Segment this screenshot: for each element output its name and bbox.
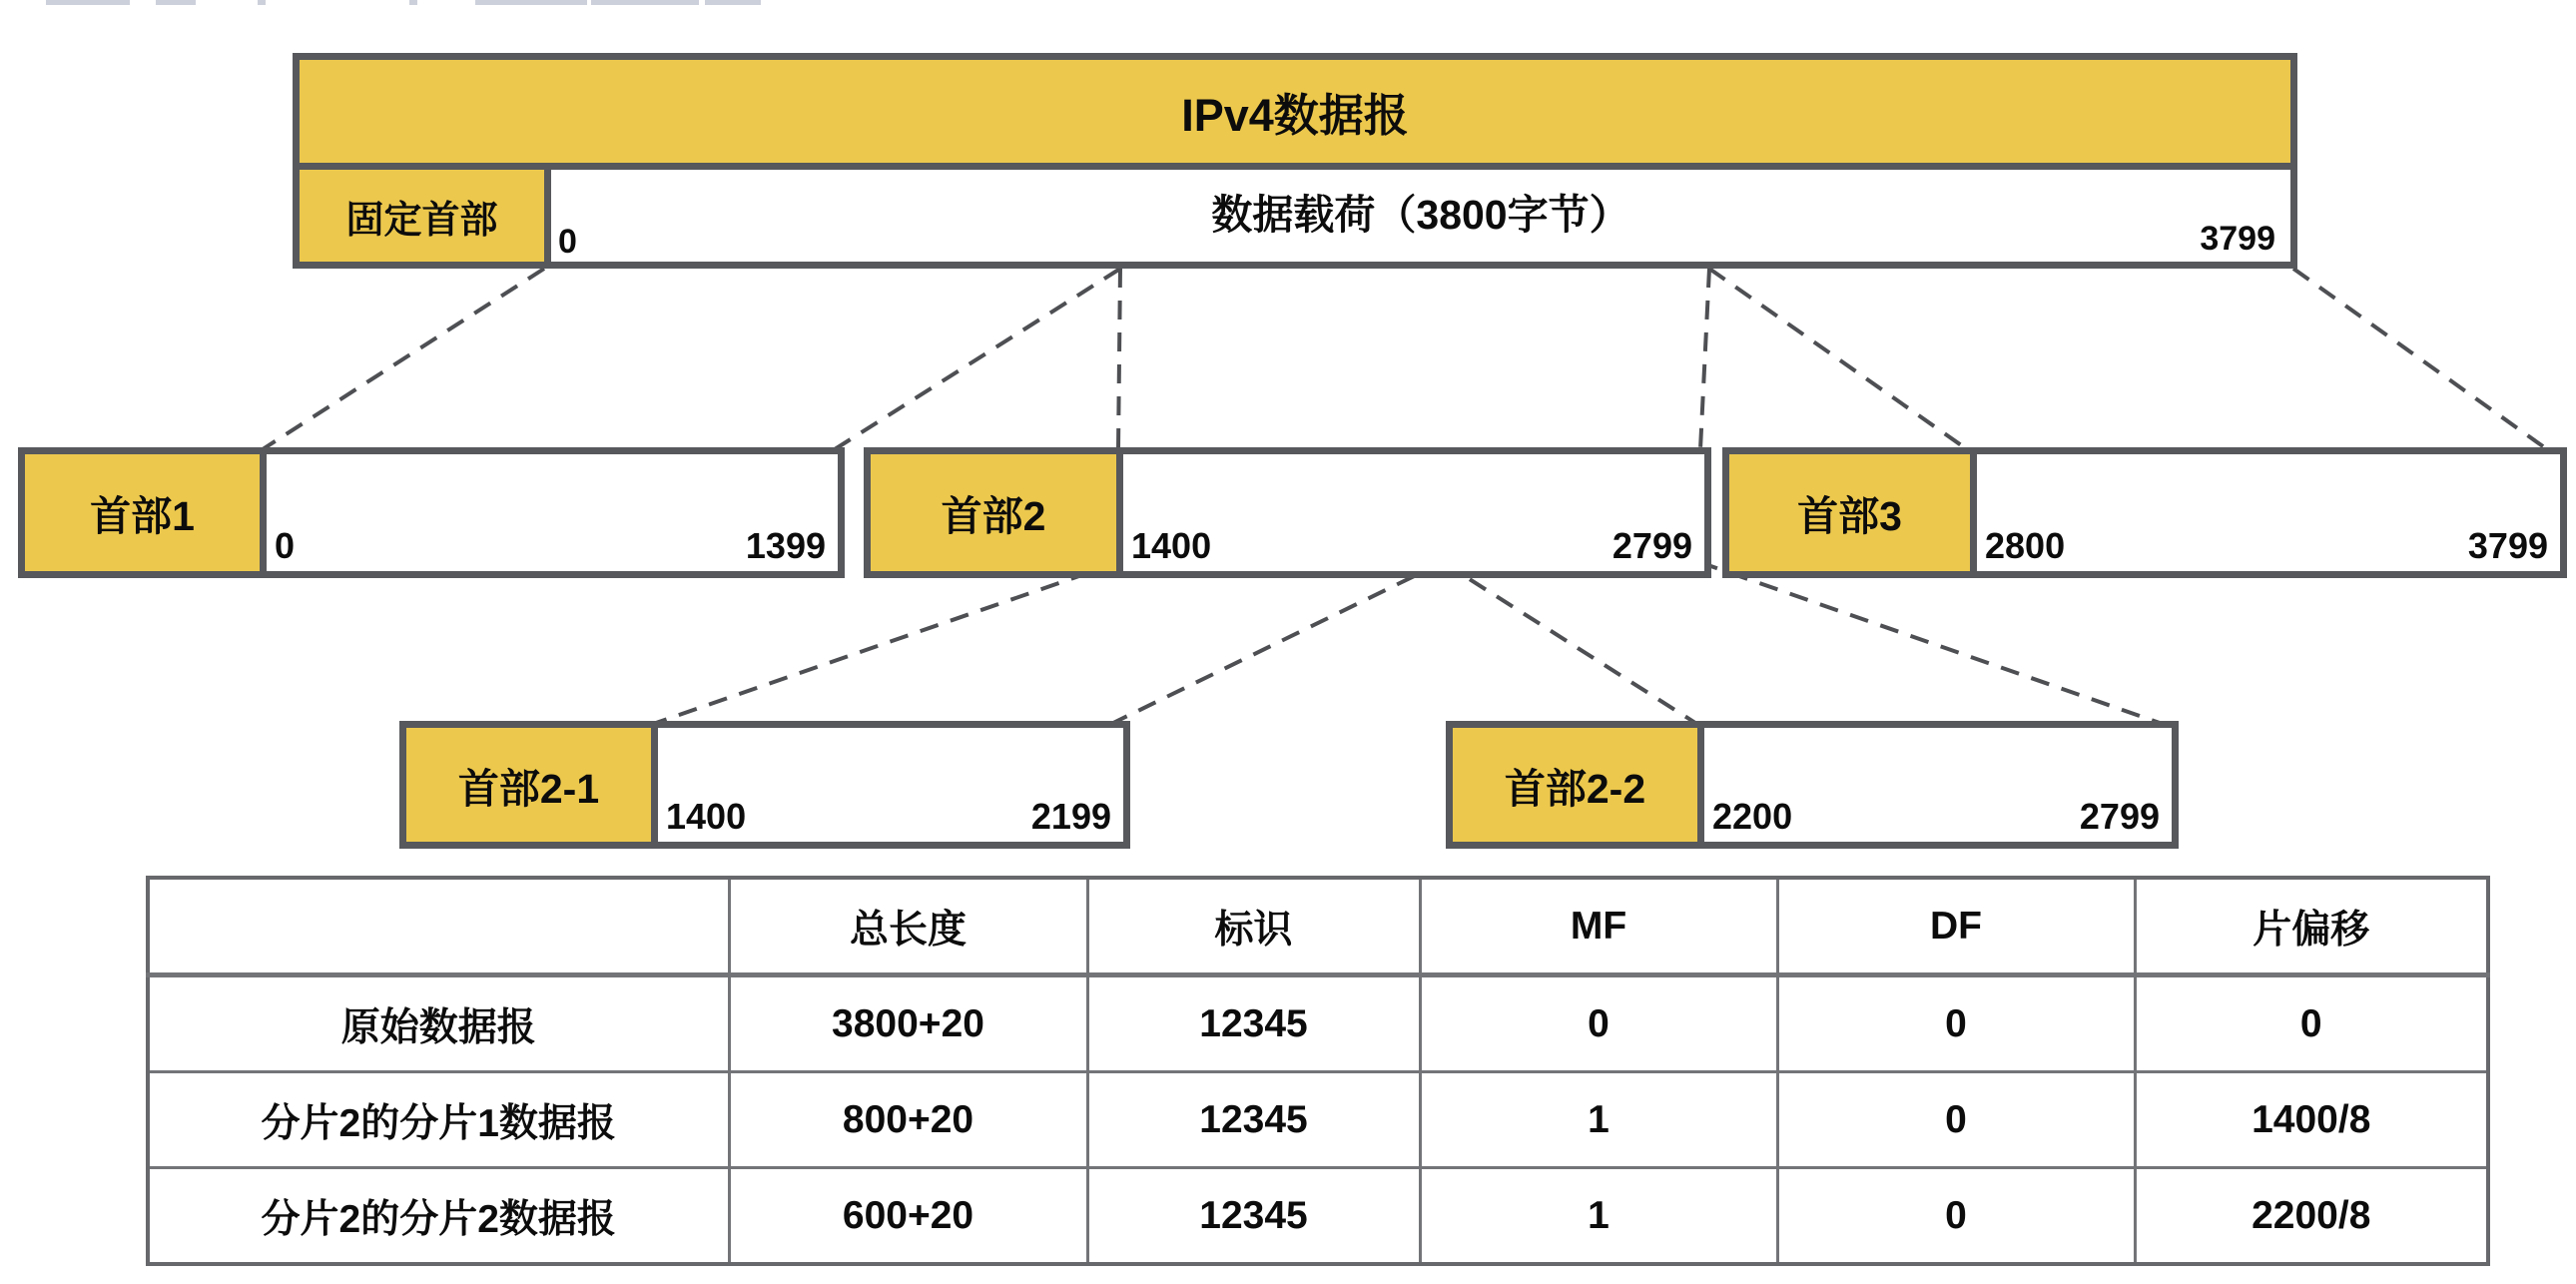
fragment-3-start-byte: 2800 xyxy=(1985,525,2066,566)
fragment-2-end-byte: 2799 xyxy=(1611,525,1692,566)
table-cell: 3800+20 xyxy=(729,975,1087,1072)
cropped-text-artifact xyxy=(475,0,587,5)
table-header-cell: 标识 xyxy=(1087,878,1420,975)
table-row xyxy=(148,1168,2488,1265)
table-cell: 分片2的分片2数据报 xyxy=(148,1168,729,1265)
fragment-3-header-label: 首部3 xyxy=(1729,454,1977,571)
table-cell: 600+20 xyxy=(729,1168,1087,1265)
table-header-cell: 片偏移 xyxy=(2135,878,2488,975)
subfragment-2-1-box xyxy=(399,721,1130,849)
table-cell: 12345 xyxy=(1087,1072,1420,1168)
table-header-cell xyxy=(148,878,729,975)
cropped-text-artifact xyxy=(591,0,699,5)
subfragment-2-2-start-byte: 2200 xyxy=(1712,796,1793,837)
payload-start-byte: 0 xyxy=(558,223,577,261)
subfragment-2-2-end-byte: 2799 xyxy=(2079,796,2160,837)
fixed-header-label: 固定首部 xyxy=(300,170,551,262)
table-cell: 0 xyxy=(1777,1072,2135,1168)
subfragment-2-1-header-label: 首部2-1 xyxy=(406,728,658,842)
fragment-3-end-byte: 3799 xyxy=(2467,525,2548,566)
table-cell: 1 xyxy=(1420,1072,1777,1168)
fragment-2-header-label: 首部2 xyxy=(871,454,1123,571)
fragment-2-box xyxy=(864,447,1711,578)
subfragment-2-2-box xyxy=(1446,721,2179,849)
subfragment-2-1-start-byte: 1400 xyxy=(666,796,747,837)
cropped-text-artifact xyxy=(258,0,266,5)
cropped-text-artifact xyxy=(46,0,130,5)
fragment-3-payload xyxy=(1977,454,2560,571)
table-cell: 1400/8 xyxy=(2135,1072,2488,1168)
cropped-text-artifact xyxy=(409,0,417,5)
table-cell: 12345 xyxy=(1087,975,1420,1072)
fragment-2-start-byte: 1400 xyxy=(1131,525,1212,566)
table-cell: 0 xyxy=(1777,1168,2135,1265)
subfragment-2-2-payload xyxy=(1704,728,2172,842)
table-row xyxy=(148,975,2488,1072)
table-cell: 1 xyxy=(1420,1168,1777,1265)
subfragment-2-1-end-byte: 2199 xyxy=(1030,796,1111,837)
fragment-2-payload xyxy=(1123,454,1704,571)
table-cell: 800+20 xyxy=(729,1072,1087,1168)
fragment-1-end-byte: 1399 xyxy=(745,525,826,566)
payload-end-byte: 3799 xyxy=(2200,220,2275,258)
subfragment-2-2-header-label: 首部2-2 xyxy=(1453,728,1704,842)
fragment-1-start-byte: 0 xyxy=(275,525,296,566)
table-cell: 0 xyxy=(2135,975,2488,1072)
fragment-1-box xyxy=(18,447,845,578)
table-cell: 2200/8 xyxy=(2135,1168,2488,1265)
fragmentation-table xyxy=(146,876,2490,1266)
table-header-cell: MF xyxy=(1420,878,1777,975)
original-datagram-title: IPv4数据报 xyxy=(300,60,2290,170)
table-cell: 原始数据报 xyxy=(148,975,729,1072)
original-datagram-box xyxy=(293,53,2297,269)
table-cell: 0 xyxy=(1777,975,2135,1072)
table-header-row xyxy=(148,878,2488,975)
table-cell: 12345 xyxy=(1087,1168,1420,1265)
table-cell: 0 xyxy=(1420,975,1777,1072)
payload-box xyxy=(551,170,2290,262)
subfragment-2-1-payload xyxy=(658,728,1123,842)
table-row xyxy=(148,1072,2488,1168)
table-cell: 分片2的分片1数据报 xyxy=(148,1072,729,1168)
table-header-cell: 总长度 xyxy=(729,878,1087,975)
payload-label: 数据载荷（3800字节） xyxy=(1211,191,1630,238)
fragment-1-payload xyxy=(267,454,838,571)
table-header-cell: DF xyxy=(1777,878,2135,975)
cropped-text-artifact xyxy=(156,0,196,5)
fragment-1-header-label: 首部1 xyxy=(25,454,267,571)
cropped-text-artifact xyxy=(705,0,761,5)
fragment-3-box xyxy=(1722,447,2567,578)
